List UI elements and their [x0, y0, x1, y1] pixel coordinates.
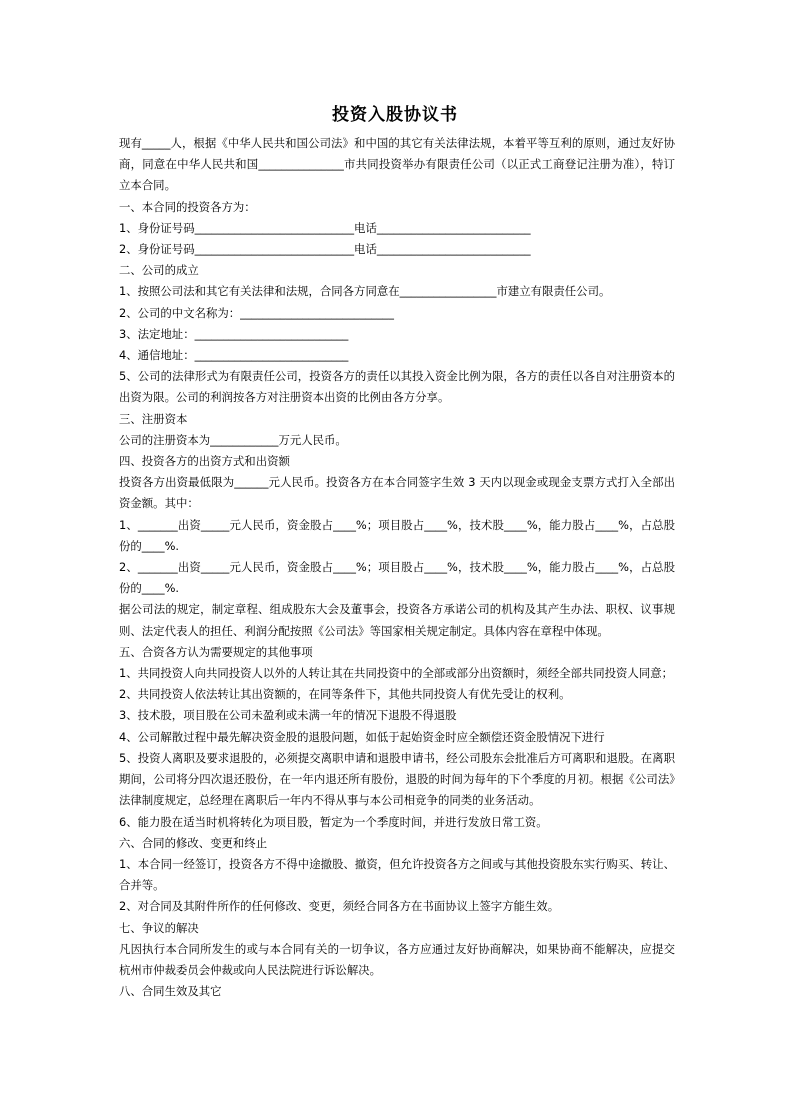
document-title: 投资入股协议书	[332, 105, 458, 125]
paragraph: 4、公司解散过程中最先解决资金股的退股问题，如低于起始资金时应全额偿还资金股情况下进行	[119, 729, 605, 744]
section-heading: 六、合同的修改、变更和终止	[119, 835, 268, 850]
paragraph: 2、对合同及其附件所作的任何修改、变更，须经合同各方在书面协议上签字方能生效。	[119, 899, 560, 914]
section-heading: 二、公司的成立	[119, 263, 199, 278]
paragraph: 4、通信地址：___________________________	[119, 348, 349, 363]
paragraph: 1、_______出资_____元人民币，资金股占____%；项目股占____%，技术股____%，能力股占____%，占总股份的____%.	[119, 517, 675, 553]
section-heading: 四、投资各方的出资方式和出资额	[119, 454, 290, 469]
paragraph: 5、公司的法律形式为有限责任公司，投资各方的责任以其投入资金比例为限，各方的责任以各自对注册资本的出资为限。公司的利润按各方对注册资本出资的比例由各方分享。	[119, 369, 675, 405]
paragraph: 2、共同投资人依法转让其出资额的，在同等条件下，其他共同投资人有优先受让的权利。	[119, 687, 571, 702]
paragraph: 1、身份证号码____________________________电话___________________________	[119, 220, 531, 235]
paragraph: 投资各方出资最低限为______元人民币。投资各方在本合同签字生效 3 天内以现金或现金支票方式打入全部出资金额。其中：	[119, 475, 675, 511]
section-heading: 七、争议的解决	[119, 920, 199, 935]
paragraph: 1、按照公司法和其它有关法律和法规，合同各方同意在_________________市建立有限责任公司。	[119, 284, 611, 299]
paragraph: 1、共同投资人向共同投资人以外的人转让其在共同投资中的全部或部分出资额时，须经全部共同投资人同意；	[119, 666, 673, 681]
section-heading: 五、合资各方认为需要规定的其他事项	[119, 644, 313, 659]
paragraph: 1、本合同一经签订，投资各方不得中途撤股、撤资，但允许投资各方之间或与其他投资股东实行购买、转让、合并等。	[119, 856, 675, 893]
document-body	[119, 133, 675, 1002]
paragraph: 3、法定地址：___________________________	[119, 326, 349, 341]
paragraph: 5、投资人离职及要求退股的，必须提交离职申请和退股申请书，经公司股东会批准后方可离职和退股。在离职期间，公司将分四次退还股份，在一年内退还所有股份，退股的时间为每年的下个季度的月初。根据《公司法》法律制度规定，总经理在离职后一年内不得从事与本公司相竞争的同类的业务活动。	[119, 750, 675, 808]
paragraph: 公司的注册资本为____________万元人民币。	[119, 432, 347, 447]
paragraph: 6、能力股在适当时机将转化为项目股，暂定为一个季度时间，并进行发放日常工资。	[119, 814, 548, 829]
paragraph: 3、技术股，项目股在公司未盈利或未满一年的情况下退股不得退股	[119, 708, 457, 723]
paragraph: 现有_____人，根据《中华人民共和国公司法》和中国的其它有关法律法规，本着平等互利的原则，通过友好协商，同意在中华人民共和国_______________市共同投资举办有限责任公司（以正式工商登记注册为准），特订立本合同。	[119, 136, 675, 193]
section-heading: 三、注册资本	[119, 411, 188, 426]
section-heading: 一、本合同的投资各方为：	[119, 199, 256, 214]
paragraph: 据公司法的规定，制定章程、组成股东大会及董事会，投资各方承诺公司的机构及其产生办法、职权、议事规则、法定代表人的担任、利润分配按照《公司法》等国家相关规定制定。具体内容在章程中体现。	[119, 602, 675, 638]
section-heading: 八、合同生效及其它	[119, 984, 222, 999]
paragraph: 2、身份证号码____________________________电话___________________________	[119, 242, 531, 257]
paragraph: 2、公司的中文名称为：___________________________	[119, 305, 394, 320]
paragraph: 2、_______出资_____元人民币，资金股占____%；项目股占____%，技术股____%，能力股占____%，占总股份的____%.	[119, 560, 675, 596]
paragraph: 凡因执行本合同所发生的或与本合同有关的一切争议，各方应通过友好协商解决，如果协商不能解决，应提交杭州市仲裁委员会仲裁或向人民法院进行诉讼解决。	[119, 941, 675, 977]
